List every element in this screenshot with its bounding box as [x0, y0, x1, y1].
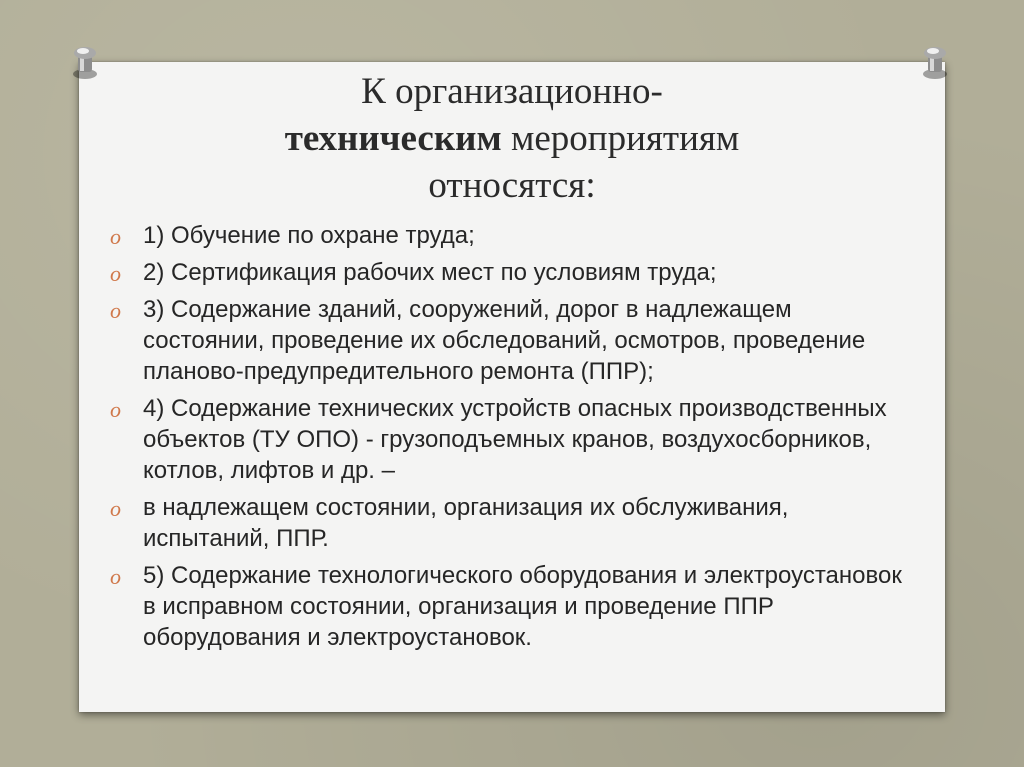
list-item — [108, 257, 918, 288]
list-item — [108, 294, 918, 387]
bullet-icon: o — [110, 397, 121, 422]
bullet-text: 3) Содержание зданий, сооружений, дорог в надлежащем состоянии, проведение их обследований, осмотров, проведение планово-предупредительного ремонта (ППР); — [143, 296, 866, 385]
pushpin-icon — [68, 40, 102, 80]
bullet-text: 1) Обучение по охране труда; — [143, 222, 475, 249]
list-item — [108, 393, 918, 486]
bullet-list — [108, 220, 918, 659]
bullet-icon: o — [110, 224, 121, 249]
title-bold-word: техническим — [284, 118, 502, 159]
bullet-text: 2) Сертификация рабочих мест по условиям труда; — [143, 259, 717, 286]
bullet-text: 5) Содержание технологического оборудования и электроустановок в исправном состоянии, организация и проведение ППР оборудования и электроустановок. — [143, 562, 902, 651]
list-item — [108, 220, 918, 251]
title-line-2-rest: мероприятиям — [501, 118, 740, 159]
title-line-2 — [0, 115, 1024, 162]
title-line-3: относятся: — [428, 165, 596, 206]
bullet-icon: o — [110, 496, 121, 521]
bullet-icon: o — [110, 564, 121, 589]
list-item — [108, 492, 918, 554]
bullet-text: в надлежащем состоянии, организация их обслуживания, испытаний, ППР. — [143, 494, 789, 552]
title-line-1: К организационно- — [361, 71, 663, 112]
bullet-text: 4) Содержание технических устройств опасных производственных объектов (ТУ ОПО) - грузоподъемных кранов, воздухосборников, котлов, лифтов и др. – — [143, 395, 887, 484]
list-item — [108, 560, 918, 653]
pushpin-icon — [918, 40, 952, 80]
slide-title — [0, 68, 1024, 209]
bullet-icon: o — [110, 298, 121, 323]
bullet-icon: o — [110, 261, 121, 286]
